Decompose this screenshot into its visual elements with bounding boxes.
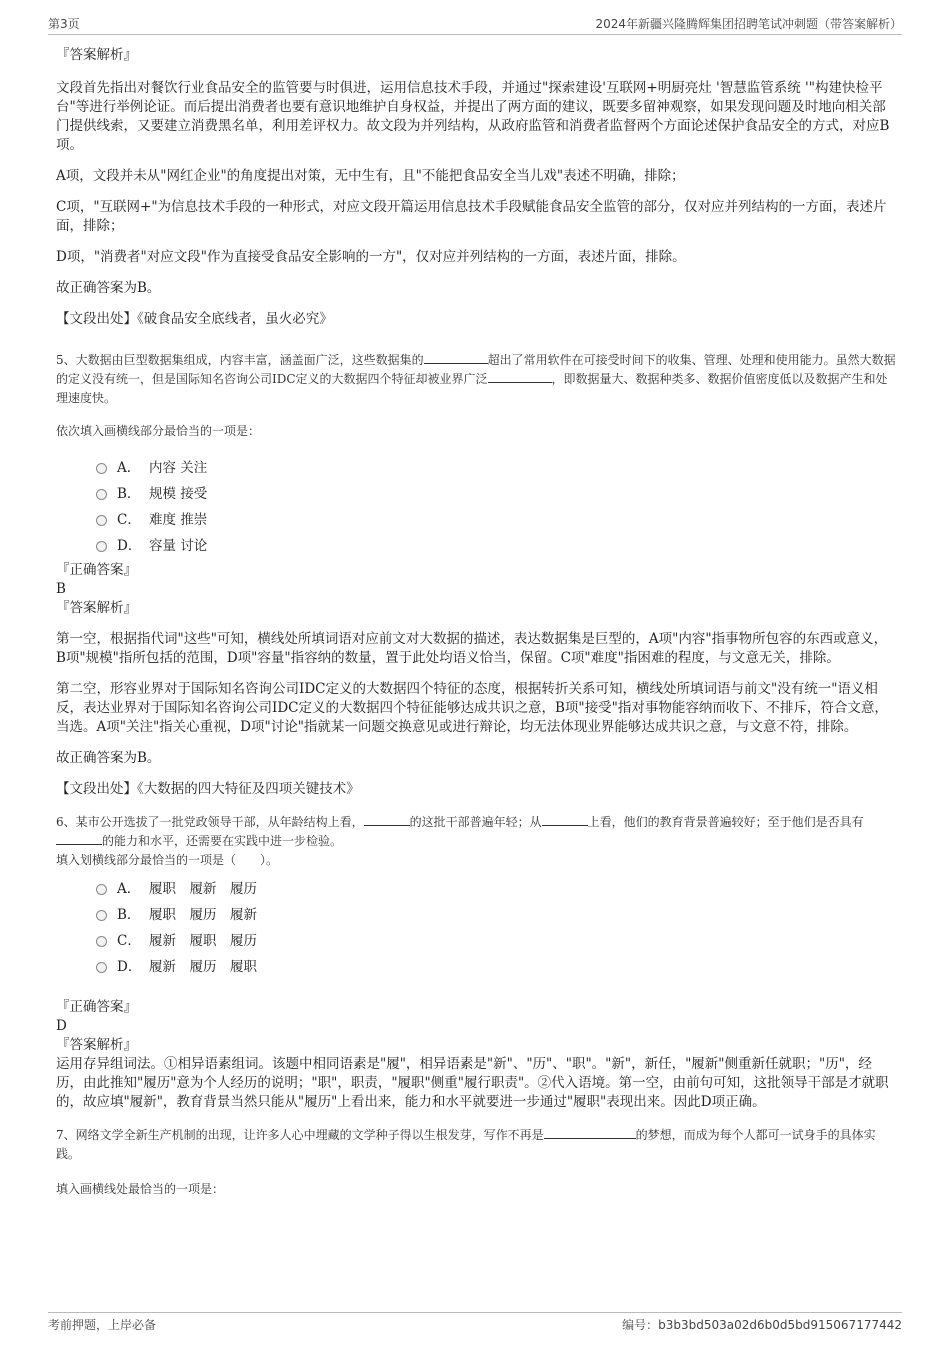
stem-text: 6、某市公开选拔了一批党政领导干部，从年龄结构上看， (56, 815, 364, 829)
radio-button[interactable] (96, 463, 107, 474)
analysis-paragraph: 第二空，形容业界对于国际知名咨询公司IDC定义的大数据四个特征的态度，根据转折关系可知，横线处所填词语与前文"没有统一"语义相反，表达业界对于国际知名咨询公司IDC定义的大数据四个特征能够达成共识之意，B项"接受"指对事物能容纳而收下、不排斥，符合文意，当选。A项"关注"指关心重视，D项"讨论"指就某一问题交换意见或进行辩论，均无法体现业界能够达成共识之意，与文意不符，排除。 (56, 681, 888, 735)
stem-text: 的能力和水平，还需要在实践中进一步检验。 (102, 834, 343, 848)
page-header (48, 12, 902, 35)
page-footer (48, 1312, 902, 1337)
question-prompt: 填入划横线部分最恰当的一项是（ ）。 (56, 853, 279, 867)
question-stem (56, 1126, 896, 1164)
option-c[interactable]: C． 履新 履职 履历 (96, 926, 896, 952)
stem-text: ，即数据量大、数据种类多、数据价值密度低以及数据产生和处理速度快。 (56, 372, 888, 405)
option-b[interactable]: B． 规模 接受 (96, 479, 896, 505)
options-list (56, 453, 896, 557)
conclusion: 故正确答案为B。 (56, 280, 161, 296)
stem-text: 超出了常用软件在可接受时间下的收集、管理、处理和使用能力。虽然大数据的定义没有统一，但是国际知名咨询公司IDC定义的大数据四个特征却被业界广泛 (56, 353, 896, 386)
stem-text: 7、网络文学全新生产机制的出现，让许多人心中埋藏的文学种子得以生根发芽，写作不再是 (56, 1128, 544, 1142)
fill-blank (56, 844, 102, 845)
fill-blank (424, 363, 488, 364)
question-prompt: 依次填入画横线部分最恰当的一项是： (56, 424, 261, 438)
analysis-paragraph: C项，"互联网+"为信息技术手段的一种形式，对应文段开篇运用信息技术手段赋能食品安全监管的部分，仅对应并列结构的一方面，表述片面，排除； (56, 199, 887, 234)
option-d[interactable]: D． 容量 讨论 (96, 531, 896, 557)
correct-answer: B (56, 581, 66, 597)
radio-button[interactable] (96, 910, 107, 921)
option-a[interactable]: A． 履职 履新 履历 (96, 874, 896, 900)
page-number: 第3页 (48, 17, 80, 31)
correct-answer: D (56, 1018, 67, 1034)
fill-blank (542, 825, 588, 826)
answer-analysis-label: 『答案解析』 (56, 47, 137, 63)
radio-button[interactable] (96, 489, 107, 500)
radio-button[interactable] (96, 884, 107, 895)
analysis-paragraph: A项，文段并未从"网红企业"的角度提出对策，无中生有，且"不能把食品安全当儿戏"表述不明确，排除； (56, 168, 685, 184)
radio-button[interactable] (96, 541, 107, 552)
source-citation: 【文段出处】《破食品安全底线者，虽火必究》 (56, 311, 333, 327)
analysis-paragraph: 运用存异组词法。①相异语素组词。该题中相同语素是"履"，相异语素是"新"、"历"、"职"。"新"，新任，"履新"侧重新任就职；"历"，经历，由此推知"履历"意为个人经历的说明；"职"，职责，"履职"侧重"履行职责"。②代入语境。第一空，由前句可知，这批领导干部是才就职的，故应填"履新"，教育背景当然只能从"履历"上看出来，能力和水平就要进一步通过"履职"表现出来。因此D项正确。 (56, 1056, 889, 1110)
option-b[interactable]: B． 履职 履历 履新 (96, 900, 896, 926)
stem-text: 的梦想，而成为每个人都可一试身手的具体实践。 (56, 1128, 876, 1161)
correct-answer-label: 『正确答案』 (56, 562, 137, 578)
radio-button[interactable] (96, 936, 107, 947)
fill-blank (488, 382, 552, 383)
document-body (56, 40, 896, 1199)
option-d[interactable]: D． 履新 履历 履职 (96, 952, 896, 978)
analysis-paragraph: 第一空，根据指代词"这些"可知，横线处所填词语对应前文对大数据的描述，表达数据集是巨型的，A项"内容"指事物所包容的东西或意义，B项"规模"指所包括的范围，D项"容量"指容纳的数量，置于此处均语义恰当，保留。C项"难度"指困难的程度，与文意无关，排除。 (56, 631, 888, 666)
analysis-paragraph: 文段首先指出对餐饮行业食品安全的监管要与时俱进，运用信息技术手段，并通过"探索建设'互联网+明厨亮灶 '智慧监管系统 '"构建快检平台"等进行举例论证。而后提出消费者也要有意识地维护自身权益，并提出了两方面的建议，既要多留神观察，如果发现问题及时地向相关部门提供线索，又要建立消费黑名单，利用差评权力。故文段为并列结构，从政府监管和消费者监督两个方面论述保护食品安全的方式，对应B项。 (56, 80, 890, 153)
analysis-paragraph: D项，"消费者"对应文段"作为直接受食品安全影响的一方"，仅对应并列结构的一方面，表述片面，排除。 (56, 249, 686, 265)
option-c[interactable]: C． 难度 推崇 (96, 505, 896, 531)
footer-slogan: 考前押题，上岸必备 (48, 1318, 157, 1332)
radio-button[interactable] (96, 515, 107, 526)
conclusion: 故正确答案为B。 (56, 750, 161, 766)
stem-text: 5、大数据由巨型数据集组成，内容丰富，涵盖面广泛，这些数据集的 (56, 353, 424, 367)
answer-analysis-label: 『答案解析』 (56, 600, 137, 616)
options-list (56, 874, 896, 978)
document-code: 编号：b3b3bd503a02d6b0d5bd915067177442 (622, 1318, 902, 1332)
question-stem (56, 813, 896, 851)
fill-blank (544, 1138, 636, 1139)
question-prompt: 填入画横线处最恰当的一项是： (56, 1182, 225, 1196)
source-citation: 【文段出处】《大数据的四大特征及四项关键技术》 (56, 781, 360, 797)
question-stem (56, 351, 896, 408)
radio-button[interactable] (96, 962, 107, 973)
stem-text: 上看，他们的教育背景普遍较好；至于他们是否具有 (587, 815, 864, 829)
answer-analysis-label: 『答案解析』 (56, 1037, 137, 1053)
option-a[interactable]: A． 内容 关注 (96, 453, 896, 479)
fill-blank (364, 825, 410, 826)
document-title: 2024年新疆兴隆腾辉集团招聘笔试冲刺题（带答案解析） (595, 17, 902, 31)
correct-answer-label: 『正确答案』 (56, 999, 137, 1015)
stem-text: 的这批干部普遍年轻；从 (409, 815, 542, 829)
